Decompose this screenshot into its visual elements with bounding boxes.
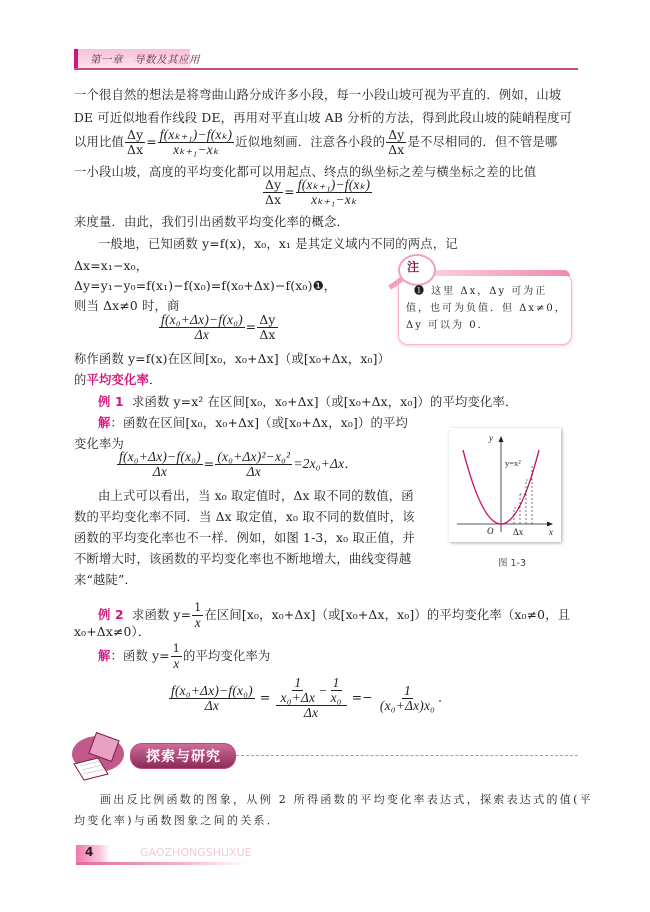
- definition-line: 的平均变化率．: [74, 373, 162, 387]
- example-label: 例 1: [98, 395, 124, 409]
- paragraph-line: 不断增大时，该函数的平均变化率也不断地增大，曲线变得越: [74, 552, 412, 566]
- paragraph-line: 来“越陡”．: [74, 573, 137, 587]
- example-2-solution: 解：函数 y= $\frac{1}{x}$ 的平均变化率为: [98, 642, 271, 671]
- solution-label: 解: [98, 416, 111, 430]
- dy-dx-fraction: $\frac{\Delta y}{\Delta x}$: [127, 128, 144, 157]
- explore-title: 探索与研究: [146, 749, 221, 765]
- figure-caption: 图 1-3: [498, 558, 527, 569]
- header-rule: [74, 68, 578, 70]
- explore-text: 画出反比例函数的图象，从例 2 所得函数的平均变化率表达式，探索表达式的值(平: [100, 793, 593, 806]
- note-text: 值，也可为负值．但 Δx≠0，: [406, 303, 567, 314]
- display-formula: $\frac{\text{f(x₀+Δx)−f(x₀)}}{\Delta x}$ = $\frac{\text{(x₀+Δx)²−x₀²}}{\Delta x}$ =2x₀+Δx．: [119, 449, 358, 479]
- paragraph-line: 来度量．由此，我们引出函数平均变化率的概念．: [74, 215, 349, 229]
- example-1-question: 例 1 求函数 y=x² 在区间[x₀，x₀+Δx]（或[x₀+Δx，x₀]）的平均变化率．: [98, 395, 518, 409]
- figure-parabola: [449, 428, 561, 542]
- paragraph-line: 由上式可以看出，当 x₀ 取定值时，Δx 取不同的数值，函: [98, 489, 414, 503]
- paragraph-line: 称作函数 y=f(x)在区间[x₀，x₀+Δx]（或[x₀+Δx，x₀]）: [74, 352, 391, 366]
- paragraph-line-with-formula: 以用比值 $\frac{\Delta y}{\Delta x}$ = $\frac{\text{f(xₖ₊₁)−f(xₖ)}}{\text{xₖ₊₁−xₖ}}$ 近似地刻画．注意各小段的 $\frac{\Delta y}{\Delta x}$ 是不尽相同的．但不管是哪: [74, 127, 558, 157]
- y-axis-label: y: [489, 433, 493, 443]
- difference-quotient: $\frac{\text{f(xₖ₊₁)−f(xₖ)}}{\text{xₖ₊₁−xₖ}}$: [159, 127, 233, 157]
- example-1-solution: 解：函数在区间[x₀，x₀+Δx]（或[x₀+Δx，x₀]）的平均: [98, 416, 408, 430]
- solution-label: 解: [98, 649, 111, 663]
- text: 以用比值: [74, 135, 124, 149]
- example-label: 例 2: [98, 608, 124, 622]
- formula-line: Δx=x₁−x₀，: [74, 259, 149, 273]
- note-text: ❶ 这里 Δx，Δy 可为正: [414, 286, 548, 297]
- note-text: Δy 可以为 0．: [406, 320, 490, 331]
- paragraph-line: 一个很自然的想法是将弯曲山路分成许多小段，每一小段山坡可视为平直的．例如，山坡: [74, 88, 562, 102]
- note-badge-label: 注: [407, 260, 420, 274]
- paragraph-line: DE 可近似地看作线段 DE，再用对平直山坡 AB 分析的方法，得到此段山坡的陡峭程度可: [74, 111, 573, 125]
- book-icon: [70, 730, 128, 782]
- paragraph-line: 数的平均变化率不同．当 Δx 取定值，x₀ 取不同的数值时，该: [74, 510, 415, 524]
- display-formula: $\frac{\Delta y}{\Delta x}$ = $\frac{\text{f(xₖ₊₁)−f(xₖ)}}{\text{xₖ₊₁−xₖ}}$: [265, 177, 371, 207]
- footer-brand: GAOZHONGSHUXUE: [140, 846, 252, 859]
- paragraph-line: 一小段山坡，高度的平均变化都可以用起点、终点的纵坐标之差与横坐标之差的比值: [74, 165, 537, 179]
- note-top-bar: [430, 270, 570, 276]
- paragraph-line: 一般地，已知函数 y=f(x)，x₀，x₁ 是其定义域内不同的两点，记: [98, 237, 458, 251]
- paragraph-line: x₀+Δx≠0）．: [74, 625, 151, 639]
- curve-label: y=x²: [505, 458, 521, 468]
- x-axis-label: x: [549, 527, 553, 537]
- chapter-title: 第一章 导数及其应用: [90, 54, 200, 66]
- paragraph-line: 函数的平均变化率也不一样．例如，如图 1-3，x₀ 取正值，并: [74, 531, 415, 545]
- paragraph-line: 则当 Δx≠0 时，商: [74, 299, 180, 313]
- parabola-graph: [449, 428, 561, 542]
- dy-dx-fraction: $\frac{\Delta y}{\Delta x}$: [388, 128, 405, 157]
- explore-text: 均变化率)与函数图象之间的关系．: [74, 814, 281, 827]
- paragraph-line: 变化率为: [74, 437, 124, 451]
- formula-line: Δy=y₁−y₀=f(x₁)−f(x₀)=f(x₀+Δx)−f(x₀)❶，: [74, 279, 337, 293]
- example-2-question: 例 2 求函数 y= $\frac{1}{x}$ 在区间[x₀，x₀+Δx]（或[x₀+Δx，x₀]）的平均变化率（x₀≠0，且: [98, 601, 571, 630]
- display-formula: $\frac{\text{f(x₀+Δx)−f(x₀)}}{\Delta x}$ = $\frac{\Delta y}{\Delta x}$: [161, 312, 276, 342]
- delta-x-label: Δx: [513, 527, 524, 537]
- origin-label: O: [487, 526, 494, 536]
- key-term: 平均变化率: [86, 373, 149, 387]
- explore-dashed-rule: [236, 755, 578, 756]
- display-formula: $\frac{\text{f(x₀+Δx)−f(x₀)}}{\Delta x}$ = $\frac{1}{\text{x₀+Δx}}$ − $\frac{1}{\text{x₀}}$ Δx =− $\frac{1}{\text{(x₀+Δx)x₀}}$ ．: [171, 675, 451, 720]
- footer-rule: [76, 862, 248, 865]
- page-number: 4: [85, 845, 94, 859]
